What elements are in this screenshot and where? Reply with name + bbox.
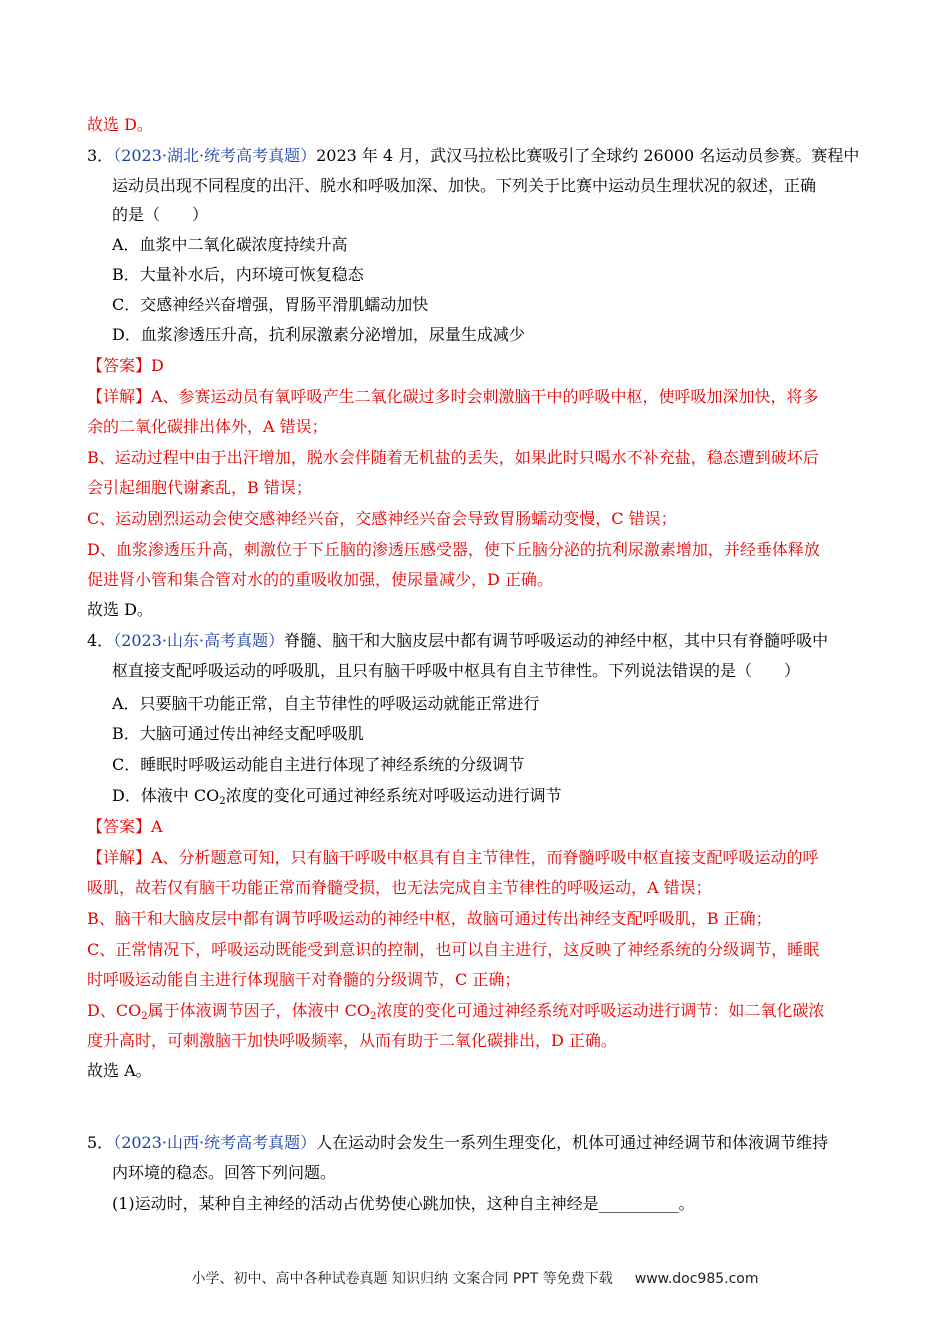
answer: 【答案】D xyxy=(87,356,164,375)
question-number: 4． xyxy=(87,631,114,650)
option-d xyxy=(112,785,562,807)
detail-line: D、血浆渗透压升高，刺激位于下丘脑的渗透压感受器，使下丘脑分泌的抗利尿激素增加，并经垂体释放 xyxy=(87,540,820,559)
question-3-line-1 xyxy=(87,145,859,167)
conclusion: 故选 A。 xyxy=(87,1061,152,1080)
answer: 【答案】A xyxy=(87,817,163,836)
question-5-line-1 xyxy=(87,1132,828,1154)
option-b: B．大量补水后，内环境可恢复稳态 xyxy=(112,265,364,284)
subscript: 2 xyxy=(370,1011,377,1022)
detail-text: 浓度的变化可通过神经系统对呼吸运动进行调节：如二氧化碳浓 xyxy=(376,1001,825,1020)
detail-line xyxy=(87,1000,824,1022)
detail-line: C、正常情况下，呼吸运动既能受到意识的控制，也可以自主进行，这反映了神经系统的分级调节，睡眠 xyxy=(87,940,820,959)
detail-text: 属于体液调节因子，体液中 CO xyxy=(147,1001,371,1020)
option-a: A．只要脑干功能正常，自主节律性的呼吸运动就能正常进行 xyxy=(112,694,540,713)
question-stem: 2023 年 4 月，武汉马拉松比赛吸引了全球约 26000 名运动员参赛。赛程中 xyxy=(316,146,860,165)
detail-line: 会引起细胞代谢紊乱，B 错误； xyxy=(87,478,312,497)
footer-url[interactable]: www.doc985.com xyxy=(634,1271,759,1287)
detail-line: 吸肌，故若仅有脑干功能正常而脊髓受损，也无法完成自主节律性的呼吸运动，A 错误； xyxy=(87,878,712,897)
detail-line: 【详解】A、参赛运动员有氧呼吸产生二氧化碳过多时会刺激脑干中的呼吸中枢，使呼吸加深加快，将多 xyxy=(87,387,819,406)
option-d-text: D．体液中 CO xyxy=(112,786,220,805)
question-number: 5． xyxy=(87,1133,114,1152)
question-source: （2023·山西·统考高考真题） xyxy=(113,1133,317,1152)
question-stem: 脊髓、脑干和大脑皮层中都有调节呼吸运动的神经中枢，其中只有脊髓呼吸中 xyxy=(284,631,829,650)
detail-text: D、CO xyxy=(87,1001,142,1020)
question-source: （2023·山东·高考真题） xyxy=(113,631,285,650)
detail-line: 度升高时，可刺激脑干加快呼吸频率，从而有助于二氧化碳排出，D 正确。 xyxy=(87,1031,617,1050)
detail-line: B、运动过程中由于出汗增加，脱水会伴随着无机盐的丢失，如果此时只喝水不补充盐，稳态遭到破坏后 xyxy=(87,448,819,467)
subscript: 2 xyxy=(219,796,226,807)
page-footer xyxy=(0,1268,950,1288)
subscript: 2 xyxy=(141,1011,148,1022)
option-a: A．血浆中二氧化碳浓度持续升高 xyxy=(112,235,348,254)
detail-line: C、运动剧烈运动会使交感神经兴奋，交感神经兴奋会导致胃肠蠕动变慢，C 错误； xyxy=(87,509,677,528)
question-number: 3． xyxy=(87,146,114,165)
question-3-stem-3: 的是（ ） xyxy=(112,205,209,224)
prev-conclusion: 故选 D。 xyxy=(87,115,153,134)
question-3-stem-2: 运动员出现不同程度的出汗、脱水和呼吸加深、加快。下列关于比赛中运动员生理状况的叙述，正确 xyxy=(112,176,817,195)
detail-line: 促进肾小管和集合管对水的的重吸收加强，使尿量减少，D 正确。 xyxy=(87,570,553,589)
option-d: D．血浆渗透压升高，抗利尿激素分泌增加，尿量生成减少 xyxy=(112,325,525,344)
option-b: B．大脑可通过传出神经支配呼吸肌 xyxy=(112,724,364,743)
question-5-stem-2: 内环境的稳态。回答下列问题。 xyxy=(112,1163,337,1182)
detail-line: 余的二氧化碳排出体外，A 错误； xyxy=(87,417,328,436)
detail-line: 【详解】A、分析题意可知，只有脑干呼吸中枢具有自主节律性，而脊髓呼吸中枢直接支配呼吸运动的呼 xyxy=(87,848,819,867)
footer-text: 小学、初中、高中各种试卷真题 知识归纳 文案合同 PPT 等免费下载 xyxy=(191,1271,613,1287)
option-c: C．睡眠时呼吸运动能自主进行体现了神经系统的分级调节 xyxy=(112,755,525,774)
question-stem: 人在运动时会发生一系列生理变化，机体可通过神经调节和体液调节维持 xyxy=(316,1133,829,1152)
detail-line: 时呼吸运动能自主进行体现脑干对脊髓的分级调节，C 正确； xyxy=(87,970,521,989)
option-c: C．交感神经兴奋增强，胃肠平滑肌蠕动加快 xyxy=(112,295,429,314)
question-source: （2023·湖北·统考高考真题） xyxy=(113,146,317,165)
question-4-stem-2: 枢直接支配呼吸运动的呼吸肌，且只有脑干呼吸中枢具有自主节律性。下列说法错误的是（ ） xyxy=(112,661,801,680)
question-4-line-1 xyxy=(87,630,828,652)
sub-question-1: (1)运动时，某种自主神经的活动占优势使心跳加快，这种自主神经是__________。 xyxy=(112,1194,695,1213)
detail-line: B、脑干和大脑皮层中都有调节呼吸运动的神经中枢，故脑可通过传出神经支配呼吸肌，B 正确； xyxy=(87,909,772,928)
option-d-text: 浓度的变化可通过神经系统对呼吸运动进行调节 xyxy=(225,786,562,805)
conclusion: 故选 D。 xyxy=(87,600,153,619)
